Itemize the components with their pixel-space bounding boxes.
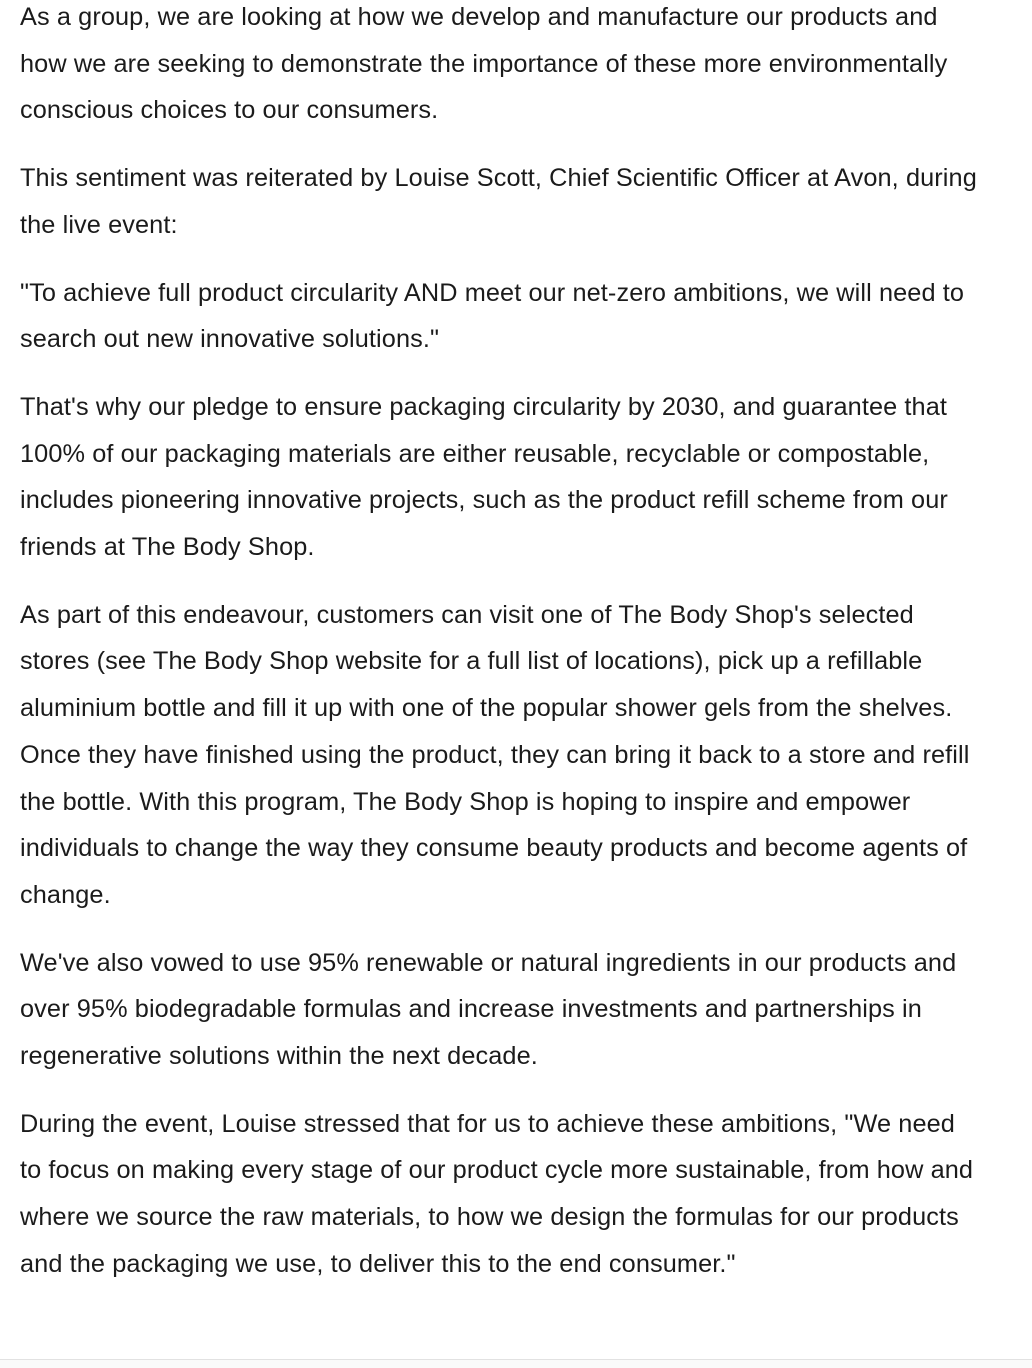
paragraph-packaging-pledge: That's why our pledge to ensure packaging circularity by 2030, and guarantee that 100% of our packaging materials are either reusable, recyclable or compostable, includes pioneering innovative projects, such as the product refill scheme from our friends at The Body Shop. <box>20 392 948 562</box>
paragraph-louise-stress: During the event, Louise stressed that for us to achieve these ambitions, "We need to focus on making every stage of our product cycle more sustainable, from how and where we source the raw materials, to how we design the formulas for our products and the packaging we use, to deliver this to the end consumer." <box>20 1109 974 1278</box>
paragraph-refill-scheme: As part of this endeavour, customers can visit one of The Body Shop's selected stores (see The Body Shop website for a full list of locations), pick up a refillable aluminium bottle and fill it up with one of the popular shower gels from the shelves. Once they have finished using the product, they can bring it back to a store and refill the bottle. With this program, The Body Shop is hoping to inspire and empower individuals to change the way they consume beauty products and become agents of change. <box>20 600 970 909</box>
paragraph-ingredients-vow: We've also vowed to use 95% renewable or natural ingredients in our products and over 95% biodegradable formulas and increase investments and partnerships in regenerative solutions within the next decade. <box>20 948 957 1071</box>
article-body <box>20 0 982 1309</box>
bottom-divider <box>0 1359 1032 1368</box>
paragraph-louise-intro: This sentiment was reiterated by Louise Scott, Chief Scientific Officer at Avon, during the live event: <box>20 164 977 239</box>
paragraph-group-approach: As a group, we are looking at how we develop and manufacture our products and how we are seeking to demonstrate the importance of these more environmentally conscious choices to our consumers. <box>20 3 948 125</box>
paragraph-quote-circularity: "To achieve full product circularity AND meet our net-zero ambitions, we will need to search out new innovative solutions." <box>20 278 965 354</box>
